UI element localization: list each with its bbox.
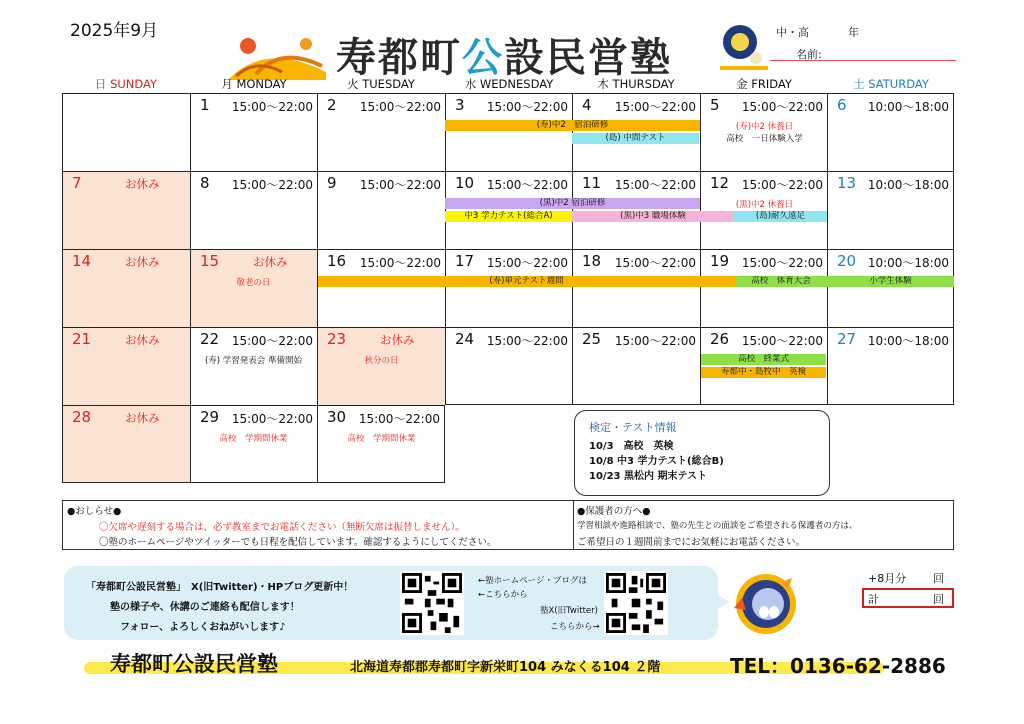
day-number: 29 — [200, 408, 220, 426]
weekday-header-friday: 金 FRIDAY — [736, 77, 792, 91]
day-note: 高校 学期間休業 — [219, 434, 288, 444]
open-hours: 15:00～22:00 — [614, 256, 696, 270]
weekday-header-wednesday: 水 WEDNESDAY — [464, 77, 554, 91]
day-cell-20 — [827, 249, 954, 327]
day-cell-25 — [572, 327, 700, 405]
notice-line: 〇欠席や遅刻する場合は、必ず教室までお電話ください（無断欠席は振替しません）。 — [99, 522, 465, 533]
banner-line: 「寿都町公設民営塾」 X(旧Twitter)・HPブログ更新中！ — [86, 582, 354, 593]
count-unit: 回 — [933, 572, 944, 585]
month-label: 2025年9月 — [70, 21, 159, 41]
day-cell-2 — [317, 93, 445, 171]
closed-label: お休み — [380, 333, 415, 347]
closed-label: お休み — [125, 177, 160, 191]
day-number: 12 — [710, 174, 730, 192]
event-bar: (島)耐久遠足 — [734, 211, 827, 222]
event-bar: (島) 中間テスト — [572, 133, 699, 144]
day-number: 6 — [837, 96, 847, 114]
day-cell-12 — [700, 171, 827, 249]
open-hours: 15:00～22:00 — [741, 100, 823, 114]
open-hours: 15:00～22:00 — [486, 178, 568, 192]
day-cell-19 — [700, 249, 827, 327]
day-cell-14 — [62, 249, 190, 327]
open-hours: 15:00～22:00 — [231, 334, 313, 348]
day-number: 19 — [710, 252, 730, 270]
previous-month-count-label: +8月分 — [868, 572, 907, 585]
name-label: 名前: — [796, 48, 822, 61]
footer-address: 北海道寿都郡寿都町字新栄町104 みなくる104 ２階 — [350, 660, 661, 675]
footer-phone: TEL：0136-62-2886 — [730, 654, 946, 678]
weekday-header-tuesday: 火 TUESDAY — [347, 77, 415, 91]
day-number: 16 — [327, 252, 347, 270]
day-cell-27 — [827, 327, 954, 405]
day-cell-8 — [190, 171, 317, 249]
empty-day-cell — [62, 93, 190, 171]
open-hours: 15:00～22:00 — [359, 256, 441, 270]
day-number: 14 — [72, 252, 92, 270]
weekday-header-monday: 月 MONDAY — [221, 77, 287, 91]
open-hours: 15:00～22:00 — [741, 178, 823, 192]
event-bar: 中3 学力テスト(総合A) — [445, 211, 572, 222]
test-info-box — [574, 410, 830, 496]
homepage-qr-note: ←こちらから — [478, 590, 528, 600]
day-number: 15 — [200, 252, 220, 270]
weekday-header-sunday: 日 SUNDAY — [94, 77, 158, 91]
guardian-line: 学習相談や進路相談で、塾の先生との面談をご希望される保護者の方は、 — [577, 521, 858, 531]
weekday-header-saturday: 土 SATURDAY — [853, 77, 929, 91]
test-info-item: 10/23 黒松内 期末テスト — [589, 471, 708, 482]
day-number: 11 — [582, 174, 602, 192]
event-bar: 高校 体育大会 — [735, 276, 827, 287]
day-cell-21 — [62, 327, 190, 405]
day-number: 3 — [455, 96, 465, 114]
day-number: 8 — [200, 174, 210, 192]
notice-line: 〇塾のホームページやツイッターでも日程を配信しています。確認するようにしてください。 — [99, 537, 497, 548]
test-info-title: 検定・テスト情報 — [589, 421, 677, 434]
closed-label: お休み — [125, 255, 160, 269]
day-cell-16 — [317, 249, 445, 327]
day-number: 24 — [455, 330, 475, 348]
total-count-label: 計 — [868, 593, 879, 606]
day-number: 28 — [72, 408, 92, 426]
day-cell-26 — [700, 327, 827, 405]
day-number: 20 — [837, 252, 857, 270]
day-cell-22 — [190, 327, 317, 405]
total-count-box[interactable] — [862, 588, 954, 608]
closed-label: お休み — [253, 255, 288, 269]
day-note: (寿)中2 休養日 — [735, 122, 794, 132]
closed-label: お休み — [125, 411, 160, 425]
day-cell-3 — [445, 93, 572, 171]
day-number: 26 — [710, 330, 730, 348]
count-unit: 回 — [933, 593, 944, 606]
open-hours: 10:00～18:00 — [867, 334, 949, 348]
open-hours: 10:00～18:00 — [867, 100, 949, 114]
day-cell-18 — [572, 249, 700, 327]
event-bar: (黒)中3 職場体験 — [572, 211, 734, 222]
x-qr-note: 塾X(旧Twitter) — [540, 606, 598, 616]
open-hours: 15:00～22:00 — [486, 334, 568, 348]
day-number: 27 — [837, 330, 857, 348]
day-note: 高校 学期間休業 — [347, 434, 416, 444]
day-cell-7 — [62, 171, 190, 249]
open-hours: 15:00～22:00 — [741, 256, 823, 270]
day-cell-6 — [827, 93, 954, 171]
open-hours: 15:00～22:00 — [614, 178, 696, 192]
day-cell-13 — [827, 171, 954, 249]
test-info-item: 10/3 高校 英検 — [589, 441, 674, 452]
event-bar: 小学生体験 — [827, 276, 954, 287]
day-note: 高校 一日体験入学 — [726, 134, 803, 144]
day-number: 22 — [200, 330, 220, 348]
day-number: 9 — [327, 174, 337, 192]
moon-rabbit-logo — [728, 568, 800, 640]
day-cell-4 — [572, 93, 700, 171]
day-cell-11 — [572, 171, 700, 249]
day-number: 13 — [837, 174, 857, 192]
day-note: (寿) 学習発表会 準備開始 — [204, 356, 303, 366]
day-number: 7 — [72, 174, 82, 192]
day-number: 17 — [455, 252, 475, 270]
footer-school-name: 寿都町公設民営塾 — [110, 652, 278, 676]
day-cell-1 — [190, 93, 317, 171]
open-hours: 15:00～22:00 — [741, 334, 823, 348]
page-title: 寿都町公設民営塾 — [336, 35, 672, 81]
test-info-item: 10/8 中3 学力テスト(総合B) — [589, 456, 724, 467]
day-cell-10 — [445, 171, 572, 249]
open-hours: 15:00～22:00 — [614, 334, 696, 348]
day-cell-28 — [62, 405, 190, 483]
homepage-qr-note: ←塾ホームページ・ブログは — [478, 576, 587, 586]
day-number: 30 — [327, 408, 347, 426]
x-qr-note: こちらから→ — [550, 622, 600, 632]
open-hours: 15:00～22:00 — [359, 178, 441, 192]
day-number: 1 — [200, 96, 210, 114]
open-hours: 15:00～22:00 — [486, 100, 568, 114]
day-cell-30 — [317, 405, 445, 483]
notice-panel — [62, 500, 954, 550]
open-hours: 15:00～22:00 — [231, 178, 313, 192]
day-cell-15 — [190, 249, 317, 327]
name-underline — [770, 60, 956, 61]
notice-section — [63, 501, 574, 549]
homepage-qr-code[interactable] — [400, 571, 464, 635]
day-number: 10 — [455, 174, 475, 192]
holiday-note: 敬老の日 — [236, 278, 271, 288]
day-number: 25 — [582, 330, 602, 348]
event-bar: (黒)中2 宿泊研修 — [445, 198, 700, 209]
attendance-count — [862, 570, 954, 610]
day-cell-29 — [190, 405, 317, 483]
open-hours: 15:00～22:00 — [614, 100, 696, 114]
banner-line: 塾の様子や、休講のご連絡も配信します！ — [110, 602, 300, 613]
day-note: (黒)中2 休養日 — [735, 200, 794, 210]
open-hours: 10:00～18:00 — [867, 178, 949, 192]
autumn-leaves-illustration — [226, 32, 330, 80]
day-cell-17 — [445, 249, 572, 327]
open-hours: 15:00～22:00 — [486, 256, 568, 270]
banner-line: フォロー、よろしくおねがいします♪ — [120, 622, 286, 633]
notice-title: ●おしらせ● — [67, 506, 122, 517]
closed-label: お休み — [125, 333, 160, 347]
open-hours: 10:00～18:00 — [867, 256, 949, 270]
event-bar: 高校 終業式 — [701, 354, 826, 365]
day-cell-24 — [445, 327, 572, 405]
holiday-note: 秋分の日 — [364, 356, 399, 366]
open-hours: 15:00～22:00 — [359, 100, 441, 114]
open-hours: 15:00～22:00 — [231, 412, 313, 426]
guardian-title: ●保護者の方へ● — [577, 506, 651, 517]
day-number: 18 — [582, 252, 602, 270]
x-twitter-qr-code[interactable] — [604, 571, 668, 635]
day-cell-23 — [317, 327, 445, 405]
day-number: 23 — [327, 330, 347, 348]
grade-label: 中・高 — [776, 26, 809, 39]
year-label: 年 — [848, 26, 859, 39]
open-hours: 15:00～22:00 — [231, 100, 313, 114]
event-bar: (寿)単元テスト週間 — [318, 276, 735, 287]
event-bar: 寿都中・島牧中 英検 — [701, 367, 826, 378]
day-number: 21 — [72, 330, 92, 348]
day-number: 4 — [582, 96, 592, 114]
day-cell-9 — [317, 171, 445, 249]
weekday-header-thursday: 木 THURSDAY — [597, 77, 675, 91]
guardian-line: ご希望日の１週間前までにお気軽にお電話ください。 — [577, 537, 806, 548]
moon-rabbit-illustration — [716, 22, 772, 76]
open-hours: 15:00～22:00 — [358, 412, 440, 426]
event-bar: (寿)中2 宿泊研修 — [445, 120, 700, 131]
day-number: 2 — [327, 96, 337, 114]
day-number: 5 — [710, 96, 720, 114]
sns-banner — [64, 566, 718, 640]
